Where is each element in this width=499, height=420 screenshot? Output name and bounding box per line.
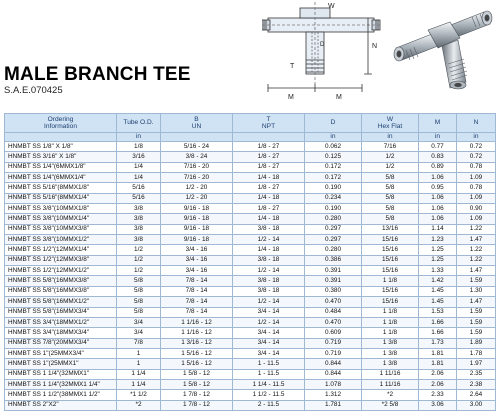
- table-cell: 1/4 - 18: [233, 245, 305, 255]
- table-cell: 0.844: [305, 359, 362, 369]
- dim-n-label: N: [372, 43, 378, 50]
- table-cell: 7/8 - 14: [161, 276, 233, 286]
- table-row: [5, 204, 496, 214]
- table-cell: 0.844: [305, 369, 362, 379]
- table-cell: 1.22: [457, 224, 496, 234]
- product-title: MALE BRANCH TEE: [4, 64, 191, 85]
- table-cell: 0.125: [305, 152, 362, 162]
- part-number-cell: HNMBT SS 5/8"(16MMX3/8": [5, 286, 117, 296]
- table-cell: 3/4: [117, 328, 161, 338]
- part-number-cell: HNMBT SS 3/8"(10MMX1/2": [5, 235, 117, 245]
- table-cell: 0.190: [305, 204, 362, 214]
- table-cell: 3/16: [117, 152, 161, 162]
- part-number-cell: HNMBT SS 5/8"(16MMX3/8": [5, 276, 117, 286]
- table-cell: 7/8 - 14: [161, 307, 233, 317]
- table-cell: 1.47: [457, 297, 496, 307]
- table-cell: 15/16: [362, 255, 419, 265]
- product-standard: S.A.E.070425: [4, 85, 63, 96]
- table-cell: 7/8 - 14: [161, 297, 233, 307]
- part-number-cell: HNMBT SS 3/8"(10MMX1/8": [5, 204, 117, 214]
- table-cell: 1/4 - 18: [233, 214, 305, 224]
- unit-cell: in: [117, 133, 161, 142]
- table-cell: 1.06: [419, 193, 457, 203]
- table-cell: 0.78: [457, 183, 496, 193]
- table-cell: 1 11/16: [362, 369, 419, 379]
- table-cell: 15/16: [362, 297, 419, 307]
- table-row: [5, 173, 496, 183]
- table-cell: 3/4 - 14: [233, 338, 305, 348]
- table-cell: 0.391: [305, 276, 362, 286]
- table-cell: 2 - 11.5: [233, 400, 305, 410]
- table-cell: 1/2 - 14: [233, 317, 305, 327]
- product-header: [0, 0, 499, 112]
- table-row: [5, 235, 496, 245]
- table-cell: 1.078: [305, 379, 362, 389]
- table-cell: 1/2 - 14: [233, 266, 305, 276]
- table-cell: 5/8: [362, 193, 419, 203]
- column-header-d: D: [305, 114, 362, 133]
- dim-w-label: W: [328, 3, 335, 10]
- product-photo: [388, 4, 496, 104]
- table-cell: 1.78: [457, 348, 496, 358]
- table-cell: 3/4 - 16: [161, 255, 233, 265]
- table-cell: 1 1/8: [362, 307, 419, 317]
- technical-drawing: [262, 2, 384, 110]
- table-row: [5, 286, 496, 296]
- table-cell: 1.73: [419, 338, 457, 348]
- table-cell: 3/8 - 18: [233, 224, 305, 234]
- part-number-cell: HNMBT SS 1"(25MMX3/4": [5, 348, 117, 358]
- table-cell: 1.47: [457, 235, 496, 245]
- table-cell: 0.77: [419, 142, 457, 152]
- table-row: [5, 317, 496, 327]
- table-cell: 3/8: [117, 214, 161, 224]
- table-row: [5, 214, 496, 224]
- table-cell: 1.06: [419, 204, 457, 214]
- table-cell: 1.30: [457, 286, 496, 296]
- table-row: [5, 297, 496, 307]
- table-cell: 1/2 - 20: [161, 183, 233, 193]
- table-cell: 0.380: [305, 286, 362, 296]
- table-cell: 0.297: [305, 224, 362, 234]
- table-cell: 1: [117, 348, 161, 358]
- table-cell: *2: [117, 400, 161, 410]
- table-cell: 0.719: [305, 338, 362, 348]
- table-unit-row: [5, 133, 496, 142]
- table-cell: 2.38: [457, 379, 496, 389]
- table-cell: 7/16: [362, 142, 419, 152]
- part-number-cell: HNMBT SS 1 1/4"(32MMX1 1/4": [5, 379, 117, 389]
- specification-table: [4, 113, 496, 411]
- table-row: [5, 369, 496, 379]
- part-number-cell: HNMBT SS 3/8"(10MMX1/4": [5, 214, 117, 224]
- table-cell: 1.97: [457, 359, 496, 369]
- table-cell: 1.59: [457, 307, 496, 317]
- table-cell: 5/8: [117, 276, 161, 286]
- table-cell: 7/16 - 20: [161, 173, 233, 183]
- table-cell: 1/8 - 27: [233, 183, 305, 193]
- table-cell: 1 1/4 - 11.5: [233, 379, 305, 389]
- table-cell: 7/16 - 20: [161, 162, 233, 172]
- table-cell: 1.45: [419, 297, 457, 307]
- table-header-row: [5, 114, 496, 133]
- table-cell: 3/8 - 18: [233, 255, 305, 265]
- table-cell: 1 - 11.5: [233, 369, 305, 379]
- unit-cell: [5, 133, 117, 142]
- table-cell: 1.09: [457, 173, 496, 183]
- table-cell: 3/8 - 18: [233, 286, 305, 296]
- table-cell: 9/16 - 18: [161, 224, 233, 234]
- table-cell: 1 3/16 - 12: [161, 338, 233, 348]
- table-cell: 1/2 - 20: [161, 193, 233, 203]
- table-cell: 5/8: [362, 183, 419, 193]
- table-row: [5, 224, 496, 234]
- unit-cell: in: [305, 133, 362, 142]
- table-cell: 1/8 - 27: [233, 152, 305, 162]
- table-cell: 1.25: [419, 245, 457, 255]
- part-number-cell: HNMBT SS 3/16" X 1/8": [5, 152, 117, 162]
- part-number-cell: HNMBT SS 5/8"(16MMX3/4": [5, 307, 117, 317]
- table-row: [5, 255, 496, 265]
- table-cell: 5/8: [117, 286, 161, 296]
- unit-cell: in: [457, 133, 496, 142]
- table-cell: 1 3/8: [362, 338, 419, 348]
- table-cell: 1.45: [419, 286, 457, 296]
- table-row: [5, 400, 496, 410]
- table-cell: 1 1/4: [117, 379, 161, 389]
- column-header-m: M: [419, 114, 457, 133]
- table-cell: 1/2 - 14: [233, 297, 305, 307]
- table-cell: 1.59: [457, 328, 496, 338]
- table-row: [5, 266, 496, 276]
- part-number-cell: HNMBT SS 1/2"(12MMX1/2": [5, 266, 117, 276]
- table-cell: 1 1/4: [117, 369, 161, 379]
- table-cell: 0.172: [305, 173, 362, 183]
- table-cell: 9/16 - 18: [161, 204, 233, 214]
- column-header-tube-od: Tube O.D.: [117, 114, 161, 133]
- table-cell: 1.81: [419, 348, 457, 358]
- part-number-cell: HNMBT SS 1/4"(6MMX1/8": [5, 162, 117, 172]
- part-number-cell: HNMBT SS 3/8"(10MMX3/8": [5, 224, 117, 234]
- table-cell: 1/2: [117, 266, 161, 276]
- table-cell: 1 7/8 - 12: [161, 390, 233, 400]
- table-cell: 9/16 - 18: [161, 235, 233, 245]
- table-cell: 1 11/16: [362, 379, 419, 389]
- table-cell: 3/4 - 16: [161, 245, 233, 255]
- table-cell: 1 5/8 - 12: [161, 379, 233, 389]
- table-cell: *2 5/8: [362, 400, 419, 410]
- dim-d-label: D: [320, 42, 325, 48]
- table-cell: 15/16: [362, 235, 419, 245]
- table-cell: 5/16 - 24: [161, 142, 233, 152]
- table-cell: 1.312: [305, 390, 362, 400]
- table-cell: 3.00: [457, 400, 496, 410]
- table-cell: 5/16: [117, 183, 161, 193]
- table-cell: 1.06: [419, 214, 457, 224]
- table-cell: 5/8: [117, 307, 161, 317]
- table-cell: 1/8 - 27: [233, 204, 305, 214]
- table-row: [5, 142, 496, 152]
- table-cell: 0.062: [305, 142, 362, 152]
- table-cell: 1.06: [419, 173, 457, 183]
- table-cell: 1.09: [457, 193, 496, 203]
- table-cell: 1.66: [419, 317, 457, 327]
- table-cell: 1 5/16 - 12: [161, 359, 233, 369]
- table-cell: 1.14: [419, 224, 457, 234]
- table-cell: 5/8: [362, 173, 419, 183]
- table-row: [5, 193, 496, 203]
- table-cell: 1.781: [305, 400, 362, 410]
- part-number-cell: HNMBT SS 5/16"(8MMX1/4": [5, 193, 117, 203]
- table-cell: 1.22: [457, 245, 496, 255]
- table-row: [5, 183, 496, 193]
- unit-cell: [161, 133, 233, 142]
- table-cell: 2.33: [419, 390, 457, 400]
- table-cell: 0.391: [305, 266, 362, 276]
- table-cell: 1 1/16 - 12: [161, 317, 233, 327]
- column-header-b-un: B UN: [161, 114, 233, 133]
- unit-cell: [233, 133, 305, 142]
- part-number-cell: HNMBT SS 1/2"(12MMX1/4": [5, 245, 117, 255]
- table-cell: 3/8: [117, 224, 161, 234]
- unit-cell: in: [362, 133, 419, 142]
- part-number-cell: HNMBT SS 3/4"(18MMX3/4": [5, 328, 117, 338]
- table-cell: 0.83: [419, 152, 457, 162]
- table-cell: 15/16: [362, 245, 419, 255]
- table-cell: 5/8: [117, 297, 161, 307]
- table-cell: 3/8 - 18: [233, 276, 305, 286]
- table-cell: 1.81: [419, 359, 457, 369]
- table-cell: 0.90: [457, 204, 496, 214]
- table-cell: 9/16 - 18: [161, 214, 233, 224]
- table-cell: 3/8: [117, 204, 161, 214]
- table-cell: *2: [362, 390, 419, 400]
- table-cell: 0.719: [305, 348, 362, 358]
- table-cell: 0.609: [305, 328, 362, 338]
- part-number-cell: HNMBT SS 1/8" X 1/8": [5, 142, 117, 152]
- part-number-cell: HNMBT SS 2"X2": [5, 400, 117, 410]
- table-cell: 1/2 - 14: [233, 235, 305, 245]
- table-cell: 3/8: [117, 235, 161, 245]
- table-row: [5, 276, 496, 286]
- table-cell: 3/4 - 14: [233, 328, 305, 338]
- table-cell: 0.280: [305, 245, 362, 255]
- table-row: [5, 390, 496, 400]
- table-row: [5, 152, 496, 162]
- part-number-cell: HNMBT SS 1 1/4"(32MMX1": [5, 369, 117, 379]
- table-cell: 1 1/16 - 12: [161, 328, 233, 338]
- column-header-n: N: [457, 114, 496, 133]
- table-cell: 7/8: [117, 338, 161, 348]
- table-cell: 0.95: [419, 183, 457, 193]
- table-row: [5, 328, 496, 338]
- table-cell: 1 1/8: [362, 328, 419, 338]
- table-cell: 0.386: [305, 255, 362, 265]
- table-cell: 1 1/8: [362, 317, 419, 327]
- table-cell: 1 5/8 - 12: [161, 369, 233, 379]
- table-cell: 1/2: [117, 245, 161, 255]
- table-cell: 1/8 - 27: [233, 162, 305, 172]
- table-cell: 1/2: [362, 162, 419, 172]
- table-cell: 5/8: [362, 204, 419, 214]
- table-row: [5, 162, 496, 172]
- table-cell: 5/16: [117, 193, 161, 203]
- table-row: [5, 348, 496, 358]
- part-number-cell: HNMBT SS 5/16"(8MMX1/8": [5, 183, 117, 193]
- table-body: [5, 142, 496, 411]
- table-cell: 0.484: [305, 307, 362, 317]
- table-cell: 0.89: [419, 162, 457, 172]
- unit-cell: in: [419, 133, 457, 142]
- table-cell: 1/2: [362, 152, 419, 162]
- table-cell: 3/8 - 24: [161, 152, 233, 162]
- table-cell: 1/4 - 18: [233, 193, 305, 203]
- table-cell: 1 - 11.5: [233, 359, 305, 369]
- table-cell: 1/8: [117, 142, 161, 152]
- part-number-cell: HNMBT SS 5/8"(16MMX1/2": [5, 297, 117, 307]
- table-cell: 0.234: [305, 193, 362, 203]
- part-number-cell: HNMBT SS 7/8"(20MMX3/4": [5, 338, 117, 348]
- table-cell: 1/8 - 27: [233, 142, 305, 152]
- table-cell: 0.280: [305, 214, 362, 224]
- table-cell: 1.25: [419, 255, 457, 265]
- table-cell: 1: [117, 359, 161, 369]
- table-cell: 2.35: [457, 369, 496, 379]
- table-cell: 3.06: [419, 400, 457, 410]
- table-row: [5, 245, 496, 255]
- part-number-cell: HNMBT SS 1/2"(12MMX3/8": [5, 255, 117, 265]
- table-cell: 0.72: [457, 152, 496, 162]
- table-cell: 0.72: [457, 142, 496, 152]
- table-cell: 15/16: [362, 266, 419, 276]
- table-cell: 1 5/16 - 12: [161, 348, 233, 358]
- table-cell: 1.59: [457, 317, 496, 327]
- table-cell: 3/4: [117, 317, 161, 327]
- table-cell: 1 3/8: [362, 348, 419, 358]
- table-cell: 5/8: [362, 214, 419, 224]
- table-cell: 0.297: [305, 235, 362, 245]
- column-header-ordering-information: Ordering Information: [5, 114, 117, 133]
- table-cell: 1.33: [419, 266, 457, 276]
- part-number-cell: HNMBT SS 1"(25MMX1": [5, 359, 117, 369]
- part-number-cell: HNMBT SS 1/4"(6MMX1/4": [5, 173, 117, 183]
- part-number-cell: HNMBT SS 1 1/2"(38MMX1 1/2": [5, 390, 117, 400]
- table-row: [5, 307, 496, 317]
- table-cell: 1.42: [419, 276, 457, 286]
- table-cell: 0.470: [305, 317, 362, 327]
- table-row: [5, 359, 496, 369]
- table-cell: 2.06: [419, 379, 457, 389]
- dim-m-left-label: M: [288, 94, 294, 101]
- column-header-w-hex-flat: W Hex Flat: [362, 114, 419, 133]
- table-cell: 1.23: [419, 235, 457, 245]
- table-cell: 1.09: [457, 214, 496, 224]
- table-cell: 1/4: [117, 173, 161, 183]
- table-cell: 0.190: [305, 183, 362, 193]
- table-cell: 7/8 - 14: [161, 286, 233, 296]
- part-number-cell: HNMBT SS 3/4"(18MMX1/2": [5, 317, 117, 327]
- column-header-t-npt: T NPT: [233, 114, 305, 133]
- table-cell: 1 1/2 - 11.5: [233, 390, 305, 400]
- table-cell: 1.53: [419, 307, 457, 317]
- table-cell: 1/4 - 18: [233, 173, 305, 183]
- table-cell: 15/16: [362, 286, 419, 296]
- table-cell: 1 7/8 - 12: [161, 400, 233, 410]
- table-cell: 1.66: [419, 328, 457, 338]
- table-cell: 1 1/8: [362, 276, 419, 286]
- table-cell: 3/4 - 16: [161, 266, 233, 276]
- dim-m-right-label: M: [336, 94, 342, 101]
- table-cell: 1 3/8: [362, 359, 419, 369]
- dim-t-label: T: [290, 63, 295, 70]
- table-cell: 13/16: [362, 224, 419, 234]
- table-row: [5, 338, 496, 348]
- table-cell: 2.64: [457, 390, 496, 400]
- table-cell: 1/2: [117, 255, 161, 265]
- table-cell: 1.89: [457, 338, 496, 348]
- table-cell: 1/4: [117, 162, 161, 172]
- table-cell: 0.78: [457, 162, 496, 172]
- table-row: [5, 379, 496, 389]
- table-cell: 3/4 - 14: [233, 307, 305, 317]
- table-cell: *1 1/2: [117, 390, 161, 400]
- table-cell: 0.470: [305, 297, 362, 307]
- table-cell: 1.47: [457, 266, 496, 276]
- table-cell: 3/4 - 14: [233, 348, 305, 358]
- table-cell: 0.172: [305, 162, 362, 172]
- table-cell: 2.06: [419, 369, 457, 379]
- table-cell: 1.59: [457, 276, 496, 286]
- table-cell: 1.22: [457, 255, 496, 265]
